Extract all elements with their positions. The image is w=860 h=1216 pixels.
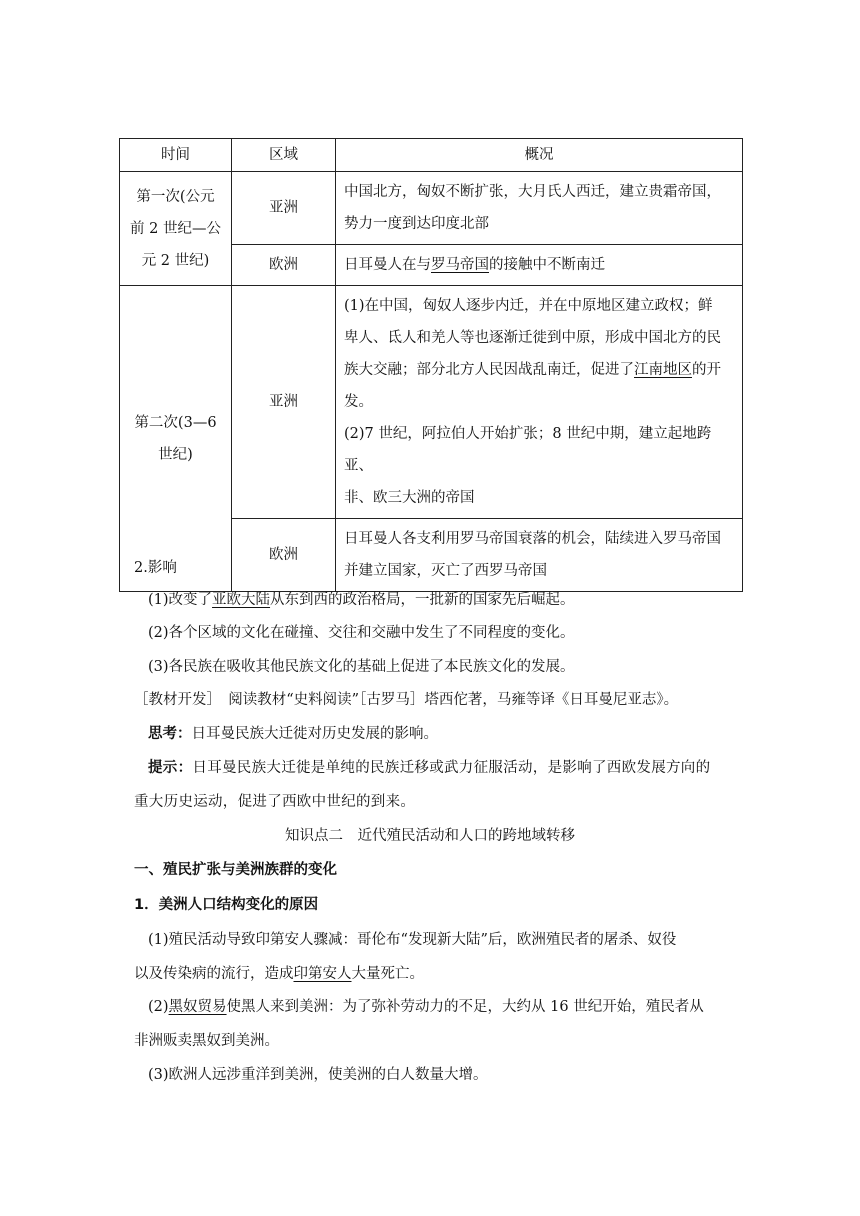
- reason-2-line-2: 非洲贩卖黑奴到美洲。: [134, 1033, 279, 1049]
- table-row: [120, 172, 743, 245]
- reason-3: (3)欧洲人远涉重洋到美洲，使美洲的白人数量大增。: [148, 1067, 488, 1083]
- first-asia-overview: 中国北方，匈奴不断扩张，大月氏人西迁，建立贵霜帝国， 势力一度到达印度北部: [336, 172, 743, 245]
- region-asia: 亚洲: [232, 286, 336, 519]
- header-time: 时间: [120, 139, 232, 172]
- underlined-term: 罗马帝国: [431, 257, 489, 273]
- header-region: 区域: [232, 139, 336, 172]
- section-title: 知识点二 近代殖民活动和人口的跨地域转移: [285, 828, 575, 844]
- second-migration-time: 第二次(3—6 世纪): [120, 286, 232, 592]
- region-asia: 亚洲: [232, 172, 336, 245]
- second-asia-overview: (1)在中国，匈奴人逐步内迁，并在中原地区建立政权；鲜 卑人、氐人和羌人等也逐渐迁徙到中原，形成中国北方的民 族大交融；部分北方人民因战乱南迁，促进了江南地区的开 发。 (2)7 世纪，阿拉伯人开始扩张；8 世纪中期，建立起地跨亚、 非、欧三大洲的帝国: [336, 286, 743, 519]
- think-question: 思考：日耳曼民族大迁徙对历史发展的影响。: [148, 726, 438, 742]
- reason-2-line-1: (2)黑奴贸易使黑人来到美洲：为了弥补劳动力的不足，大约从 16 世纪开始，殖民者从: [148, 999, 704, 1015]
- reason-1-line-1: (1)殖民活动导致印第安人骤减：哥伦布“发现新大陆”后，欧洲殖民者的屠杀、奴役: [148, 932, 677, 948]
- table-row: [120, 286, 743, 519]
- impact-item-3: (3)各民族在吸收其他民族文化的基础上促进了本民族文化的发展。: [148, 659, 575, 675]
- impact-heading: 2.影响: [134, 560, 177, 576]
- impact-item-2: (2)各个区域的文化在碰撞、交往和交融中发生了不同程度的变化。: [148, 625, 575, 641]
- subsection-title: 1．美洲人口结构变化的原因: [134, 897, 319, 913]
- table-header-row: [120, 139, 743, 172]
- first-migration-time: 第一次(公元 前 2 世纪—公 元 2 世纪): [120, 172, 232, 286]
- part-title: 一、殖民扩张与美洲族群的变化: [134, 862, 337, 878]
- migration-table: [119, 138, 743, 592]
- header-overview: 概况: [336, 139, 743, 172]
- region-europe: 欧洲: [232, 519, 336, 592]
- region-europe: 欧洲: [232, 245, 336, 286]
- reason-1-line-2: 以及传染病的流行，造成印第安人大量死亡。: [134, 966, 424, 982]
- underlined-term: 江南地区: [634, 362, 692, 378]
- hint-line-2: 重大历史运动，促进了西欧中世纪的到来。: [134, 794, 416, 810]
- hint-line-1: 提示：日耳曼民族大迁徙是单纯的民族迁移或武力征服活动，是影响了西欧发展方向的: [148, 760, 711, 776]
- underlined-term: 亚欧大陆: [212, 592, 271, 608]
- first-europe-overview: 日耳曼人在与罗马帝国的接触中不断南迁: [336, 245, 743, 286]
- impact-item-1: (1)改变了亚欧大陆从东到西的政治格局，一批新的国家先后崛起。: [148, 592, 575, 608]
- underlined-term: 黑奴贸易: [168, 999, 227, 1015]
- textbook-development: ［教材开发］ 阅读教材“史料阅读”［古罗马］塔西佗著，马雍等译《日耳曼尼亚志》。: [134, 692, 679, 708]
- underlined-term: 印第安人: [293, 966, 352, 982]
- second-europe-overview: 日耳曼人各支利用罗马帝国衰落的机会，陆续进入罗马帝国 并建立国家，灭亡了西罗马帝国: [336, 519, 743, 592]
